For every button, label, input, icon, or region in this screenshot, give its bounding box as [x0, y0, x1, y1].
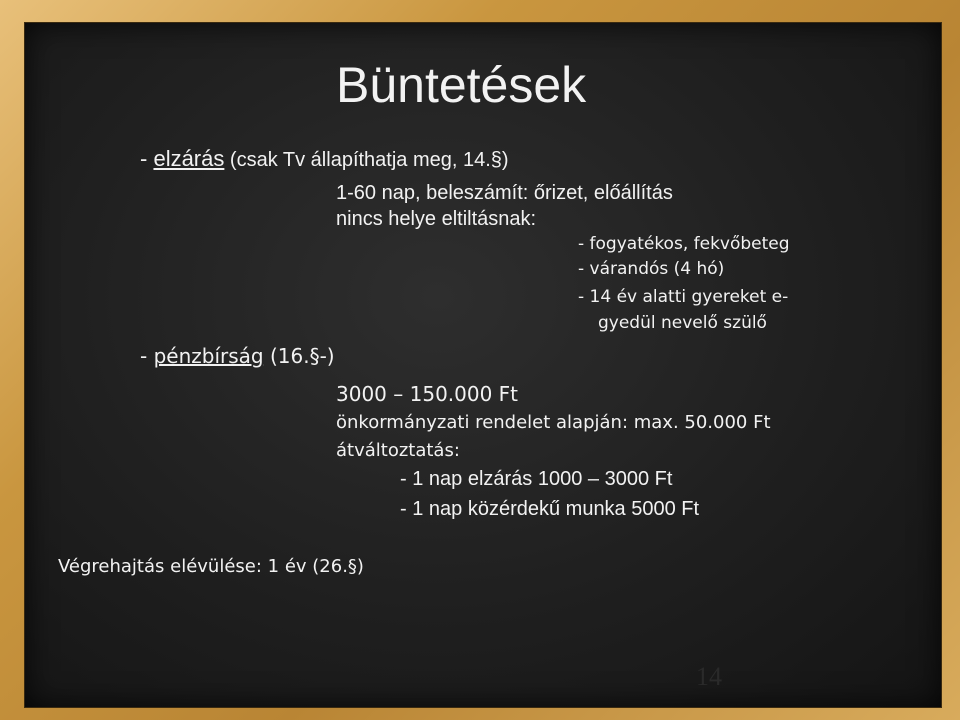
elzaras-dash: -: [140, 146, 154, 171]
elzaras-note: (csak Tv állapíthatja meg, 14.§): [224, 149, 509, 171]
conversion-item: - 1 nap közérdekű munka 5000 Ft: [400, 498, 700, 520]
slide-title: Büntetések: [336, 57, 587, 113]
footer-note: Végrehajtás elévülése: 1 év (26.§): [58, 556, 364, 577]
penzbirsag-range: 3000 – 150.000 Ft: [336, 382, 519, 406]
elzaras-duration: 1-60 nap, beleszámít: őrizet, előállítás: [336, 182, 673, 204]
exception-item: - várandós (4 hó): [578, 259, 725, 279]
elzaras-line: [140, 146, 509, 172]
penzbirsag-line: [140, 344, 335, 368]
exception-item: gyedül nevelő szülő: [598, 313, 767, 333]
penzbirsag-dash: -: [140, 344, 154, 368]
page-number: 14: [696, 662, 722, 691]
penzbirsag-link[interactable]: pénzbírság: [153, 344, 264, 368]
conversion-item: - 1 nap elzárás 1000 – 3000 Ft: [400, 468, 673, 490]
elzaras-link[interactable]: elzárás: [153, 146, 225, 171]
exception-item: - fogyatékos, fekvőbeteg: [578, 234, 790, 254]
conversion-label: átváltoztatás:: [336, 440, 460, 461]
elzaras-no-ban: nincs helye eltiltásnak:: [336, 208, 537, 230]
penzbirsag-local-max: önkormányzati rendelet alapján: max. 50.000 Ft: [336, 412, 771, 433]
penzbirsag-ref: (16.§-): [263, 344, 335, 368]
exception-item: - 14 év alatti gyereket e-: [578, 287, 789, 307]
